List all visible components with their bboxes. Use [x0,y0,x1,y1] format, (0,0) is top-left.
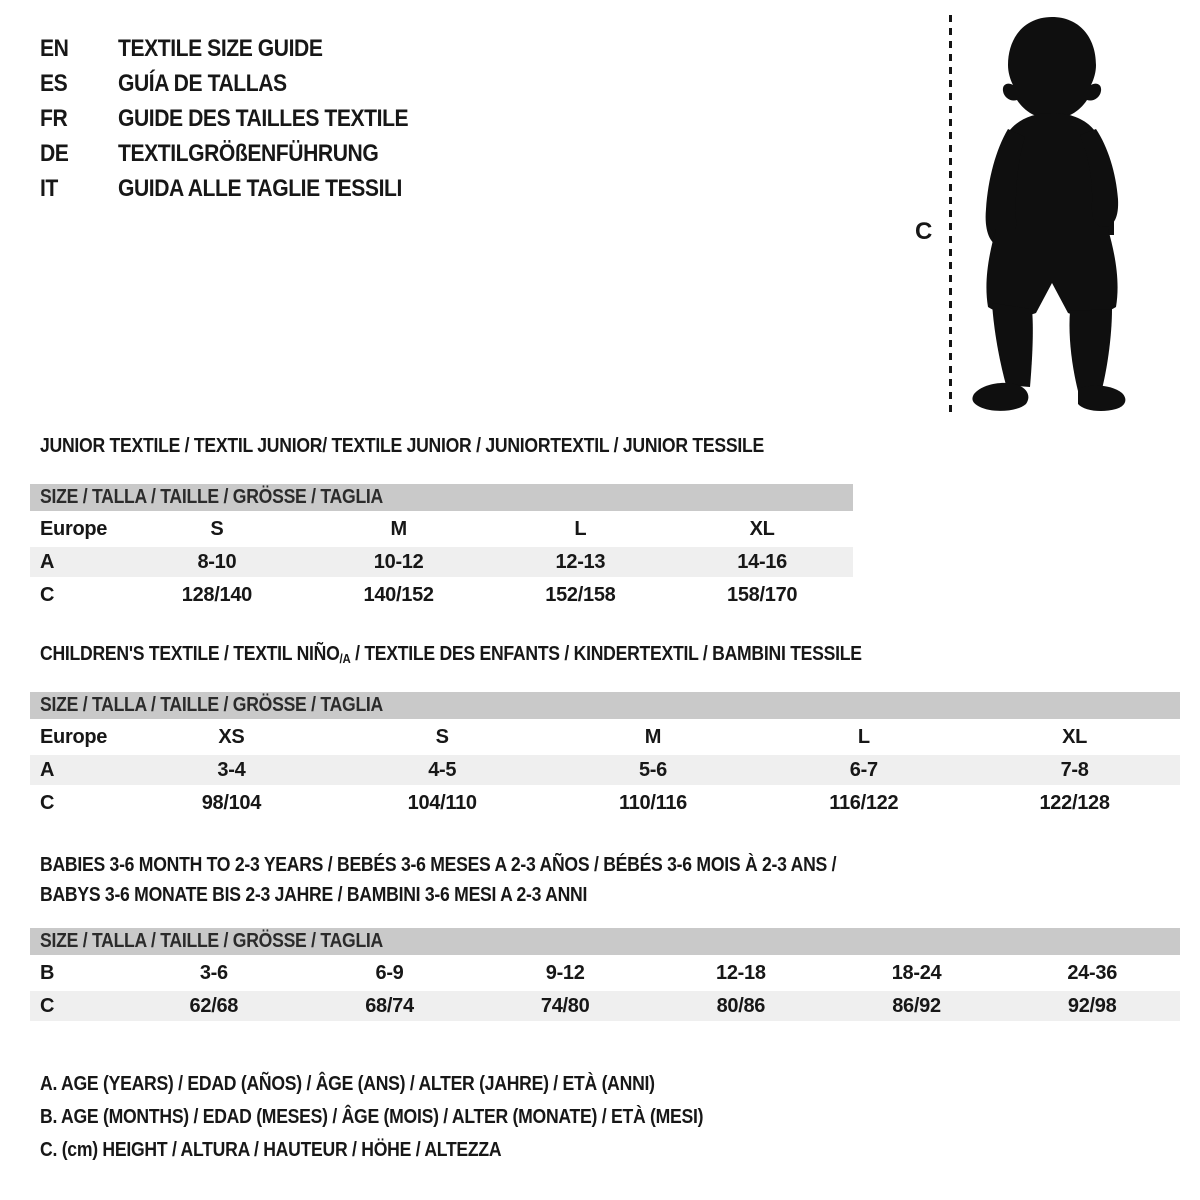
age-cell: 18-24 [891,961,942,984]
row-label: C [40,791,55,814]
age-cell: 12-18 [716,961,766,984]
size-cell: XS [218,725,245,748]
table-row-age-months [30,958,1180,988]
size-cell: M [390,517,407,540]
age-cell: 24-36 [1067,961,1118,984]
language-title: GUIDE DES TAILLES TEXTILE [118,104,409,132]
babies-textile-section [30,850,1180,1021]
language-row-es [40,66,448,101]
size-cell: XL [1062,725,1088,748]
table-row-height-cm [30,991,1180,1021]
age-cell: 10-12 [373,550,424,573]
size-header-bar [30,928,1180,955]
language-title: TEXTILGRÖßENFÜHRUNG [118,139,379,167]
language-code: DE [40,139,69,167]
age-cell: 4-5 [428,758,457,781]
height-cell: 104/110 [407,791,477,814]
age-cell: 6-9 [375,961,404,984]
height-cell: 140/152 [363,583,434,606]
size-header-bar [30,484,853,511]
age-cell: 7-8 [1060,758,1089,781]
section-title-junior: JUNIOR TEXTILE / TEXTIL JUNIOR/ TEXTILE JUNIOR / JUNIORTEXTIL / JUNIOR TESSILE [40,435,764,457]
section-title-subscript: /A [339,651,351,666]
height-cell: 128/140 [181,583,252,606]
height-cell: 110/116 [618,791,687,814]
table-row-age-years [30,755,1180,785]
height-cell: 152/158 [545,583,616,606]
table-row-age-years [30,547,853,577]
childrens-textile-section [30,643,1180,818]
junior-textile-section [30,435,853,610]
language-row-it [40,171,448,206]
height-cell: 68/74 [365,994,414,1017]
language-title: GUÍA DE TALLAS [118,69,287,97]
row-label: A [40,550,55,573]
size-header-label: SIZE / TALLA / TAILLE / GRÖSSE / TAGLIA [40,930,384,952]
language-code: EN [40,34,69,62]
toddler-silhouette-icon [963,15,1139,415]
size-cell: XL [749,517,775,540]
height-cell: 122/128 [1039,791,1110,814]
age-cell: 3-6 [199,961,228,984]
age-cell: 8-10 [197,550,237,573]
section-title-children [40,643,1043,665]
size-cell: L [857,725,870,748]
size-cell: S [210,517,224,540]
language-title: GUIDA ALLE TAGLIE TESSILI [118,174,402,202]
height-cell: 80/86 [716,994,766,1017]
language-code: FR [40,104,68,132]
height-cell: 62/68 [189,994,239,1017]
size-guide-figure [905,10,1160,422]
row-label: B [40,961,55,984]
age-cell: 12-13 [555,550,606,573]
note-age-years: A. AGE (YEARS) / EDAD (AÑOS) / ÂGE (ANS) / ALTER (JAHRE) / ETÀ (ANNI) [40,1073,655,1095]
height-cell: 86/92 [892,994,941,1017]
section-title-babies-line1: BABIES 3-6 MONTH TO 2-3 YEARS / BEBÉS 3-6 MESES A 2-3 AÑOS / BÉBÉS 3-6 MOIS À 2-3 ANS / [40,854,837,876]
table-row-europe [30,514,853,544]
note-age-months: B. AGE (MONTHS) / EDAD (MESES) / ÂGE (MOIS) / ALTER (MONATE) / ETÀ (MESI) [40,1106,704,1128]
language-code: ES [40,69,68,97]
height-measure-label: C [915,218,933,245]
height-cell: 92/98 [1067,994,1117,1017]
size-cell: M [644,725,662,748]
age-cell: 9-12 [545,961,585,984]
language-row-de [40,136,448,171]
row-label: C [40,994,55,1017]
height-cell: 74/80 [540,994,590,1017]
language-code: IT [40,174,58,202]
size-cell: S [435,725,449,748]
section-title-rest: / TEXTILE DES ENFANTS / KINDERTEXTIL / BAMBINI TESSILE [350,643,862,665]
language-row-fr [40,101,448,136]
age-cell: 5-6 [638,758,667,781]
size-cell: L [574,517,587,540]
size-header-label: SIZE / TALLA / TAILLE / GRÖSSE / TAGLIA [40,694,384,716]
row-label: Europe [40,517,108,540]
age-cell: 6-7 [849,758,878,781]
spacer [30,910,1180,928]
size-header-label: SIZE / TALLA / TAILLE / GRÖSSE / TAGLIA [40,486,384,508]
height-cell: 116/122 [829,791,899,814]
language-title-list [40,31,448,206]
legend-notes [40,1068,794,1167]
language-title: TEXTILE SIZE GUIDE [118,34,323,62]
row-label: A [40,758,55,781]
table-row-europe [30,722,1180,752]
section-title-main: CHILDREN'S TEXTILE / TEXTIL NIÑO [40,643,340,665]
table-row-height-cm [30,788,1180,818]
note-height-cm: C. (cm) HEIGHT / ALTURA / HAUTEUR / HÖHE / ALTEZZA [40,1139,502,1161]
age-cell: 3-4 [217,758,246,781]
age-cell: 14-16 [737,550,787,573]
language-row-en [40,31,448,66]
height-dashed-line-icon [949,15,952,415]
table-row-height-cm [30,580,853,610]
height-cell: 98/104 [201,791,262,814]
size-header-bar [30,692,1180,719]
section-title-babies-line2: BABYS 3-6 MONATE BIS 2-3 JAHRE / BAMBINI 3-6 MESI A 2-3 ANNI [40,884,588,906]
row-label: Europe [40,725,108,748]
row-label: C [40,583,55,606]
height-cell: 158/170 [727,583,798,606]
